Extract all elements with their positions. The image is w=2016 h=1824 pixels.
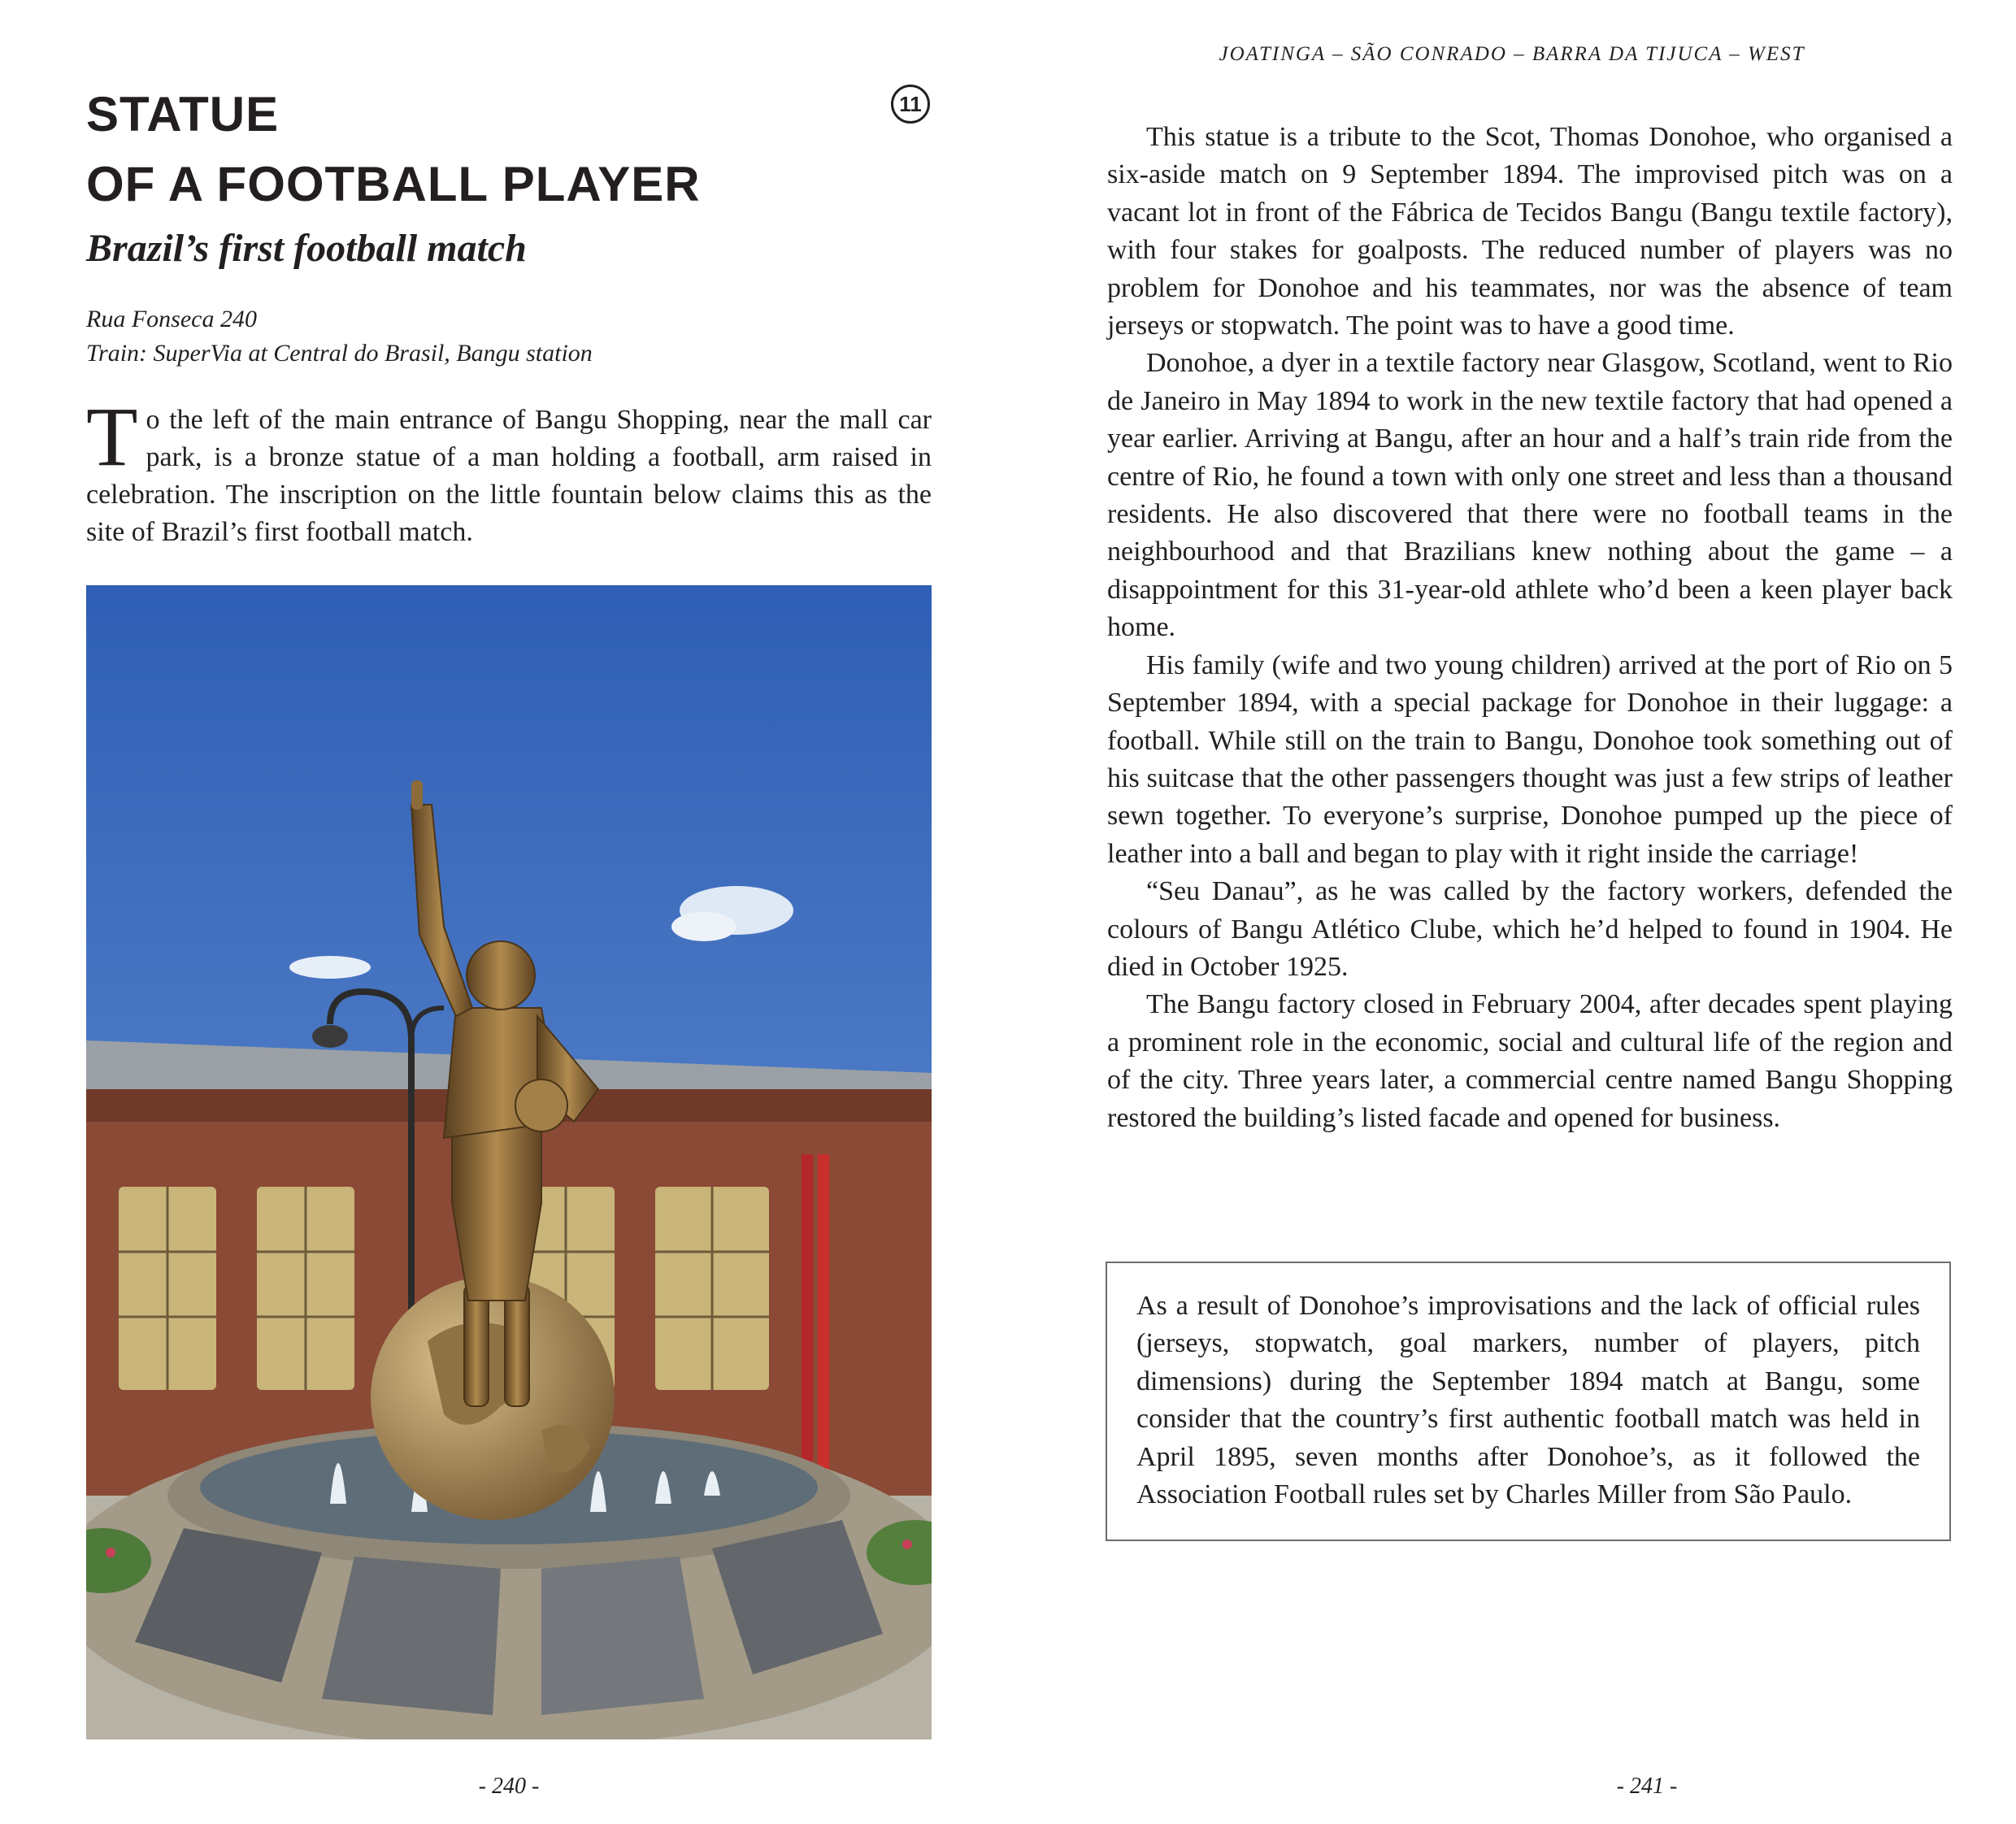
body-paragraph-4: “Seu Danau”, as he was called by the factory workers, defended the colours of Bangu Atlético Clube, which he’d helped to found in 1904. He died in October 1925. — [1107, 876, 1953, 982]
body-paragraph-5: The Bangu factory closed in February 2004, after decades spent playing a prominent role in the economic, social and cultural life of the region and of the city. Three years later, a commercial centre named Bangu Shopping restored the building’s listed facade and opened for business. — [1107, 989, 1953, 1133]
entry-title — [86, 80, 818, 219]
sidebar-box — [1106, 1262, 1951, 1541]
sidebar-box-text: As a result of Donohoe’s improvisations and the lack of official rules (jerseys, stopwatch, goal markers, number of players, pitch dimensions) during the September 1894 match at Bangu, some consider that the country’s first authentic football match was held in April 1895, seven months after Donohoe’s, as it followed the Association Football rules set by Charles Miller from São Paulo. — [1136, 1291, 1920, 1510]
transport-info: Train: SuperVia at Central do Brasil, Bangu station — [86, 340, 593, 367]
body-paragraph-1: This statue is a tribute to the Scot, Thomas Donohoe, who organised a six-aside match on 9 September 1894. The improvised pitch was on a vacant lot in front of the Fábrica de Tecidos Bangu (Bangu textile factory), with four stakes for goalposts. The reduced number of players was no problem for Donohoe and his teammates, nor was the absence of team jerseys or stopwatch. The point was to have a good time. — [1107, 122, 1953, 341]
entry-subtitle: Brazil’s first football match — [86, 227, 527, 270]
body-paragraph-2: Donohoe, a dyer in a textile factory near Glasgow, Scotland, went to Rio de Janeiro in May 1894 to work in the new textile factory that had opened a year earlier. Arriving at Bangu, after an hour and a half’s train ride from the centre of Rio, he found a town with only one street and less than a thousand residents. He also discovered that there were no football teams in the neighbourhood and that Brazilians knew nothing about the game – a disappointment for this 31-year-old athlete who’d been a keen player back home. — [1107, 348, 1953, 643]
address-block — [86, 302, 932, 371]
title-line-2: OF A FOOTBALL PLAYER — [86, 157, 701, 211]
statue-photo — [86, 585, 932, 1739]
drop-cap: T — [86, 390, 138, 484]
page-number-right: - 241 - — [1616, 1774, 1678, 1799]
body-paragraph-3: His family (wife and two young children) arrived at the port of Rio on 5 September 1894, with a special package for Donohoe in their luggage: a football. While still on the train to Bangu, Donohoe took something out of his suitcase that the other passengers thought was just a few strips of leather sewn together. To everyone’s surprise, Donohoe pumped up the piece of leather into a ball and began to play with it right inside the carriage! — [1107, 649, 1953, 869]
statue-photo-illustration — [86, 585, 932, 1739]
page-number-left: - 240 - — [478, 1774, 540, 1799]
body-text — [1107, 119, 1953, 1137]
street-address: Rua Fonseca 240 — [86, 306, 257, 332]
running-head: JOATINGA – SÃO CONRADO – BARRA DA TIJUCA – WEST — [1219, 43, 1805, 65]
site-number-badge: 11 — [891, 85, 930, 124]
right-page — [1008, 0, 2016, 1824]
title-line-1: STATUE — [86, 87, 280, 141]
intro-text: o the left of the main entrance of Bangu Shopping, near the mall car park, is a bronze statue of a man holding a football, arm raised in celebration. The inscription on the little fountain below claims this as the site of Brazil’s first football match. — [86, 405, 932, 547]
intro-paragraph — [86, 390, 932, 551]
